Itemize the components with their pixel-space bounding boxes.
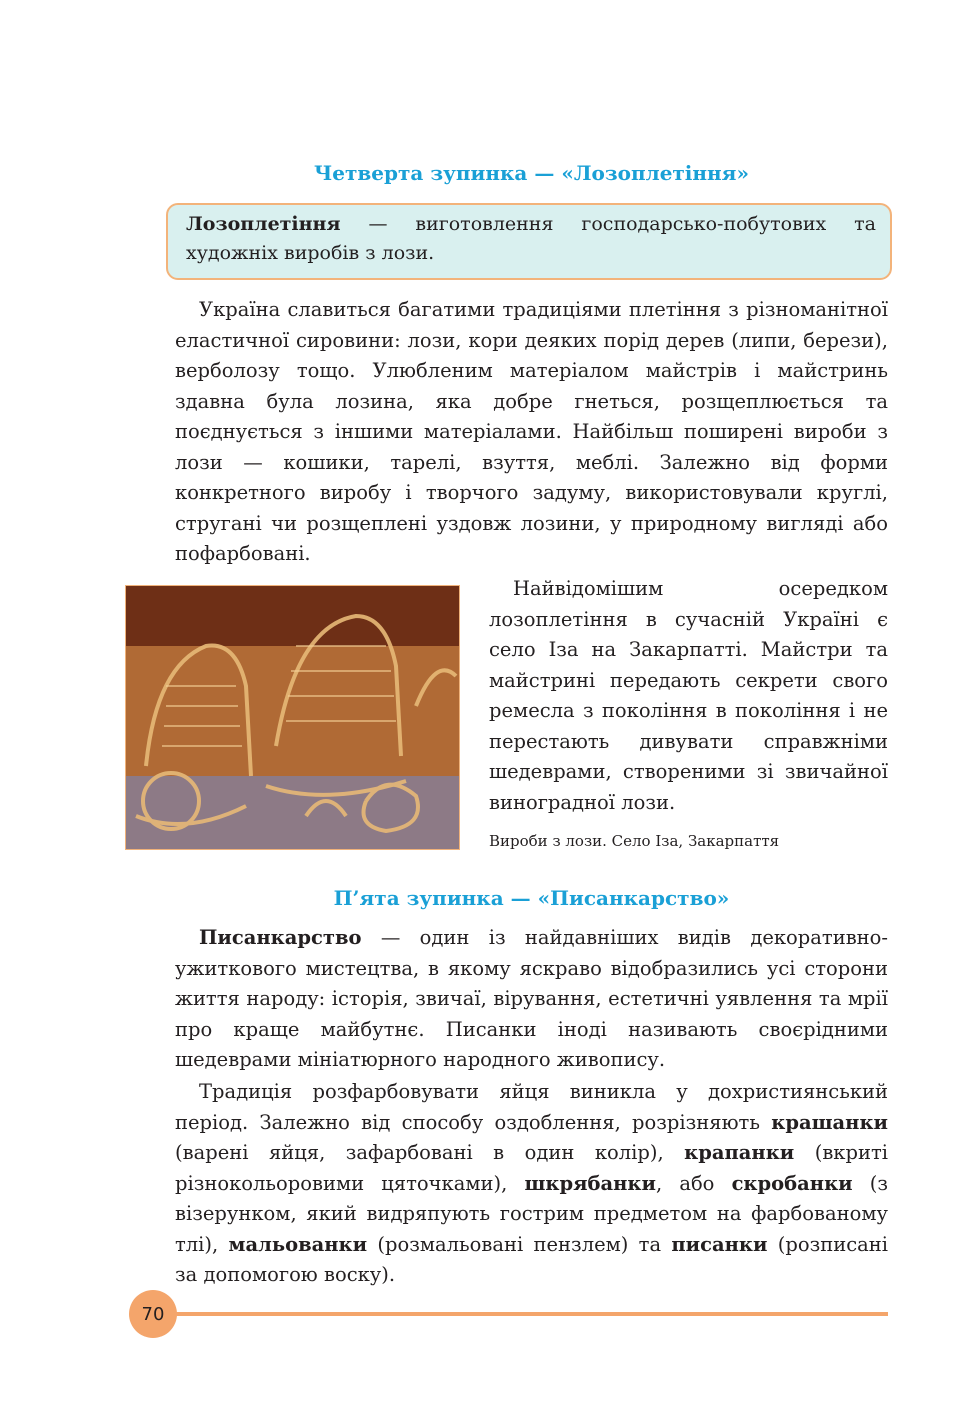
term-shkriabanky: шкрябанки xyxy=(524,1171,656,1195)
paragraph-pysankarstvo xyxy=(175,923,888,1076)
definition-term: Лозоплетіння xyxy=(186,213,341,235)
wicker-furniture-photo xyxy=(125,585,460,850)
egg-types-intro: Традиція розфарбовувати яйця виникла у дохристиянський період. Залежно від способу оздоблення, розрізняють xyxy=(175,1080,888,1134)
wicker-photo-illustration xyxy=(126,586,460,850)
egg-types-text-c: (вкриті різнокольоровими цяточками), xyxy=(175,1141,888,1195)
photo-caption: Вироби з лози. Село Іза, Закарпаття xyxy=(489,832,780,850)
term-krapanky: крапанки xyxy=(684,1141,795,1164)
egg-types-text-e: (з візерунком, який видряпують гострим предметом на фарбованому тлі), xyxy=(175,1171,888,1256)
term-malovanky: мальованки xyxy=(228,1232,368,1256)
definition-box xyxy=(166,203,892,280)
pysankarstvo-text: — один із найдавніших видів декоративно-ужиткового мистецтва, в якому яскраво відобразились усі сторони життя народу: історія, звичаї, вірування, естетичні уявлення та мрії про краще майбутнє. Писанки іноді називають своєрідними шедеврами мініатюрного народного живопису. xyxy=(175,926,888,1071)
section4-heading: Четверта зупинка — «Лозоплетіння» xyxy=(314,161,749,185)
paragraph-weaving-history: Україна славиться багатими традиціями плетіння з різноманітної еластичної сировини: лози, кори деяких порід дерев (липи, берези), верболозу тощо. Улюбленим матеріалом майстрів і майстринь здавна була лозина, яка добре гнеться, розщеплюється та поєднується з іншими матеріалами. Найбільш поширені вироби з лози — кошики, тарелі, взуття, меблі. Залежно від форми конкретного виробу і творчого задуму, використовували круглі, стругані чи розщеплені уздовж лозини, у природному вигляді або пофарбовані. xyxy=(175,298,888,565)
term-krashanky: крашанки xyxy=(771,1110,888,1134)
paragraph-egg-types xyxy=(175,1077,888,1291)
egg-types-text-g: (розписані за допомогою воску). xyxy=(175,1232,888,1286)
page-number: 70 xyxy=(129,1290,177,1338)
egg-types-text-b: (варені яйця, зафарбовані в один колір), xyxy=(175,1141,685,1164)
term-pysanky: писанки xyxy=(671,1232,768,1256)
term-skrobanky: скробанки xyxy=(731,1171,853,1195)
definition-text: — виготовлення господарсько-побутових та художніх виробів з лози. xyxy=(186,213,876,264)
footer-rule xyxy=(150,1312,888,1316)
term-pysankarstvo: Писанкарство xyxy=(199,926,362,949)
egg-types-text-d: , або xyxy=(655,1171,732,1195)
section5-heading: П’ята зупинка — «Писанкарство» xyxy=(333,886,730,910)
egg-types-text-f: (розмальовані пензлем) та xyxy=(367,1232,672,1256)
paragraph-iza-village: Найвідомішим осередком лозоплетіння в сучасній Україні є село Іза на Закарпатті. Майстри та майстрині передають секрети свого ремесла з покоління в покоління і не перестають дивувати справжніми шедеврами, створеними зі звичайної виноградної лози. xyxy=(489,577,888,814)
